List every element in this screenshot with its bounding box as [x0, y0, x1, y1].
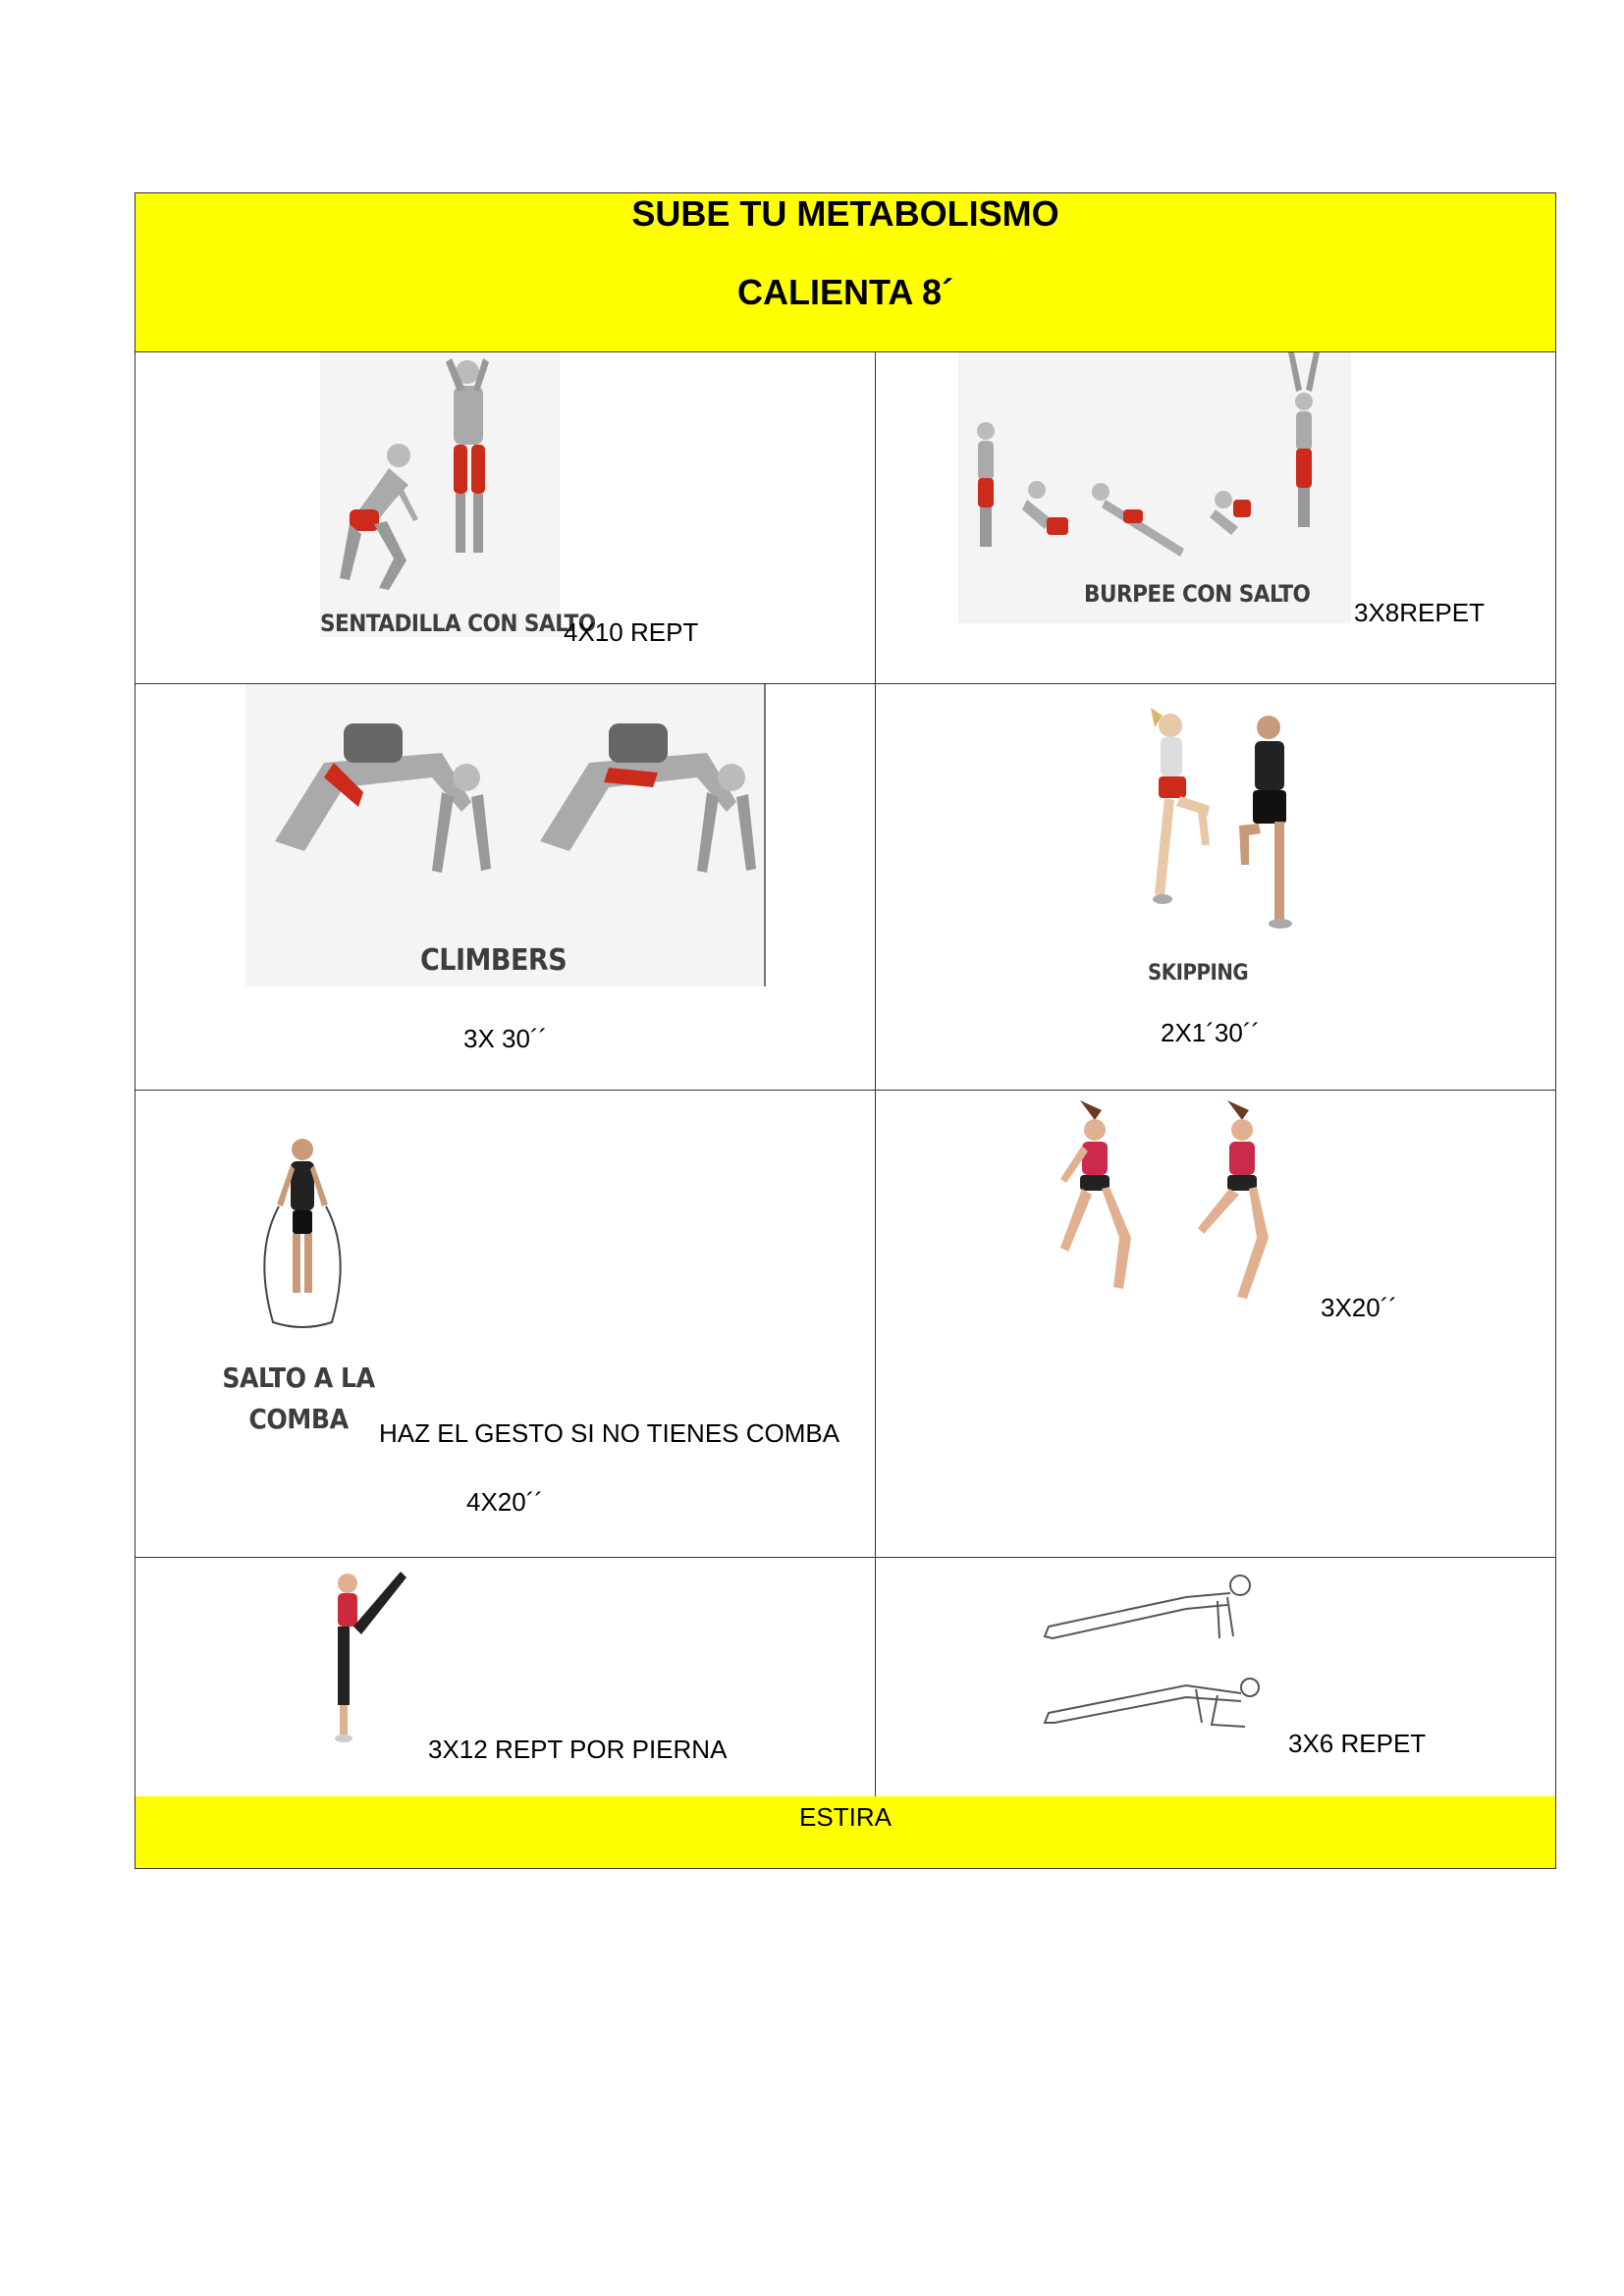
reps-label: 3X6 REPET: [1288, 1729, 1427, 1758]
jump-rope-caption: SALTO A LA COMBA: [222, 1362, 375, 1435]
skipping-caption: SKIPPING: [1148, 961, 1249, 986]
reps-label: 3X12 REPT POR PIERNA: [428, 1735, 728, 1764]
exercise-cell: [135, 1558, 876, 1797]
jump-rope-illustration: [234, 1136, 371, 1332]
exercise-cell: [135, 684, 876, 1090]
push-up-illustration: [1009, 1558, 1294, 1754]
exercise-cell: [876, 1091, 1555, 1557]
exercise-row: [135, 684, 1555, 1091]
exercise-cell: [135, 352, 876, 683]
page-title: SUBE TU METABOLISMO: [631, 193, 1059, 234]
page-subtitle: CALIENTA 8´: [737, 272, 953, 312]
footer-label: ESTIRA: [799, 1802, 892, 1832]
climbers-illustration: [245, 684, 766, 987]
climbers-caption: CLIMBERS: [420, 943, 568, 978]
header-banner: [135, 193, 1555, 352]
exercise-cell: [876, 1558, 1555, 1797]
lateral-jump-illustration: [1041, 1091, 1316, 1322]
exercise-row: [135, 1558, 1555, 1798]
front-kick-illustration: [293, 1558, 430, 1754]
exercise-row: [135, 352, 1555, 684]
skipping-illustration: [1111, 698, 1347, 983]
exercise-cell: [876, 352, 1555, 683]
exercise-cell: [135, 1091, 876, 1557]
workout-sheet: [135, 192, 1556, 1869]
reps-label: 3X8REPET: [1354, 598, 1485, 627]
reps-label: 3X20´´: [1321, 1293, 1398, 1322]
footer-banner: [135, 1796, 1555, 1868]
burpee-jump-caption: BURPEE CON SALTO: [1084, 580, 1311, 608]
squat-jump-illustration: [320, 352, 560, 637]
reps-label: 2X1´30´´: [1161, 1018, 1261, 1047]
exercise-note: HAZ EL GESTO SI NO TIENES COMBA: [379, 1418, 840, 1448]
reps-label: 4X20´´: [466, 1487, 544, 1517]
reps-label: 4X10 REPT: [564, 617, 699, 647]
exercise-cell: [876, 684, 1555, 1090]
exercise-row: [135, 1091, 1555, 1558]
reps-label: 3X 30´´: [463, 1024, 548, 1053]
squat-jump-caption: SENTADILLA CON SALTO: [320, 610, 596, 637]
